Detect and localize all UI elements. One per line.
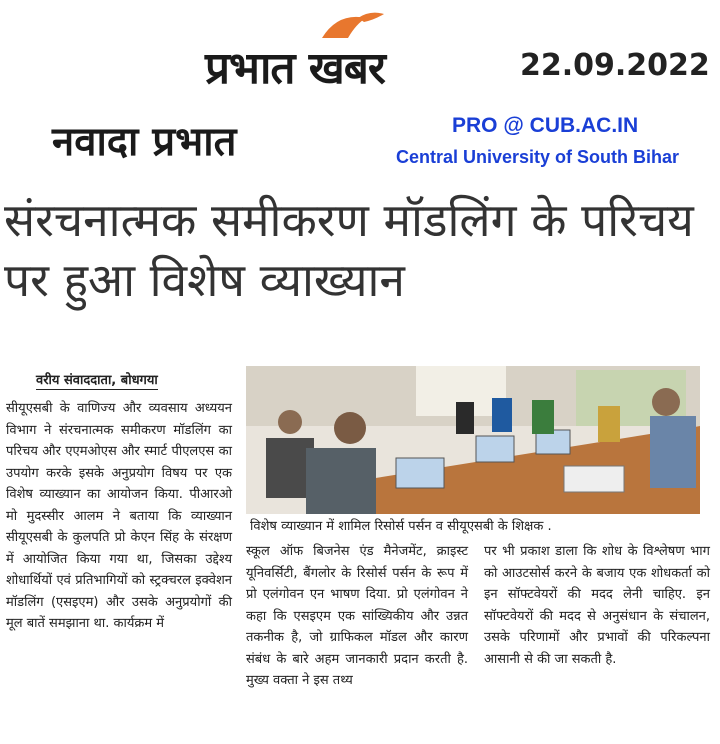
article-photo [246, 366, 700, 514]
photo-caption: विशेष व्याख्यान में शामिल रिसोर्स पर्सन व सीयूएसबी के शिक्षक . [250, 519, 552, 534]
article-column-2: स्कूल ऑफ बिजनेस एंड मैनेजमेंट, क्राइस्ट यूनिवर्सिटी, बैंगलोर के रिसोर्स पर्सन के रूप में प्रो एलंगोवन एन भाषण दिया. प्रो एलंगोवन ने कहा कि एसइएम एक सांख्यिकीय और उन्नत तकनीक है, जो ग्राफिकल मॉडल और कारण संबंध के बारे अहम जानकारी प्रदान करती है. मुख्य वक्ता ने इस तथ्य [246, 544, 468, 688]
edition-title: नवादा प्रभात [52, 119, 237, 165]
article-column-1: सीयूएसबी के वाणिज्य और व्यवसाय अध्ययन विभाग ने संरचनात्मक समीकरण मॉडलिंग का परिचय और एएमओएस और स्मार्ट पीएलएस का उपयोग करके इसके अनुप्रयोग विषय पर एक विशेष व्याख्यान का आयोजन किया. पीआरओ मो मुदस्सीर आलम ने बताया कि व्याख्यान सीयूएसबी के कुलपति प्रो केएन सिंह के संरक्षण में आयोजित किया गया था, जिसका उद्देश्य शोधार्थियों एवं प्रतिभागियों को स्ट्रक्चरल इक्वेशन मॉडलिंग (एसइएम) और उसके अनुप्रयोगों की मूल बातें समझाना था. कार्यक्रम में [6, 401, 232, 631]
publication-date: 22.09.2022 [520, 48, 710, 83]
pro-email-label: PRO @ CUB.AC.IN [452, 114, 639, 137]
article-byline: वरीय संवाददाता, बोधगया [36, 370, 158, 390]
university-name: Central University of South Bihar [396, 147, 680, 167]
article-column-3: पर भी प्रकाश डाला कि शोध के विश्लेषण भाग को आउटसोर्स करने के बजाय एक शोधकर्ता को इन सॉफ्टवेयरों की मदद लेनी चाहिए. इन सॉफ्टवेयरों की मदद से अनुसंधान के संचालन, उसके परिणामों और प्रभावों की परिकल्पना आसानी से की जा सकती है. [484, 544, 710, 667]
article-headline: संरचनात्मक समीकरण मॉडलिंग के परिचय पर हुआ विशेष व्याख्यान [4, 193, 694, 307]
newspaper-masthead: प्रभात खबर [205, 43, 385, 94]
